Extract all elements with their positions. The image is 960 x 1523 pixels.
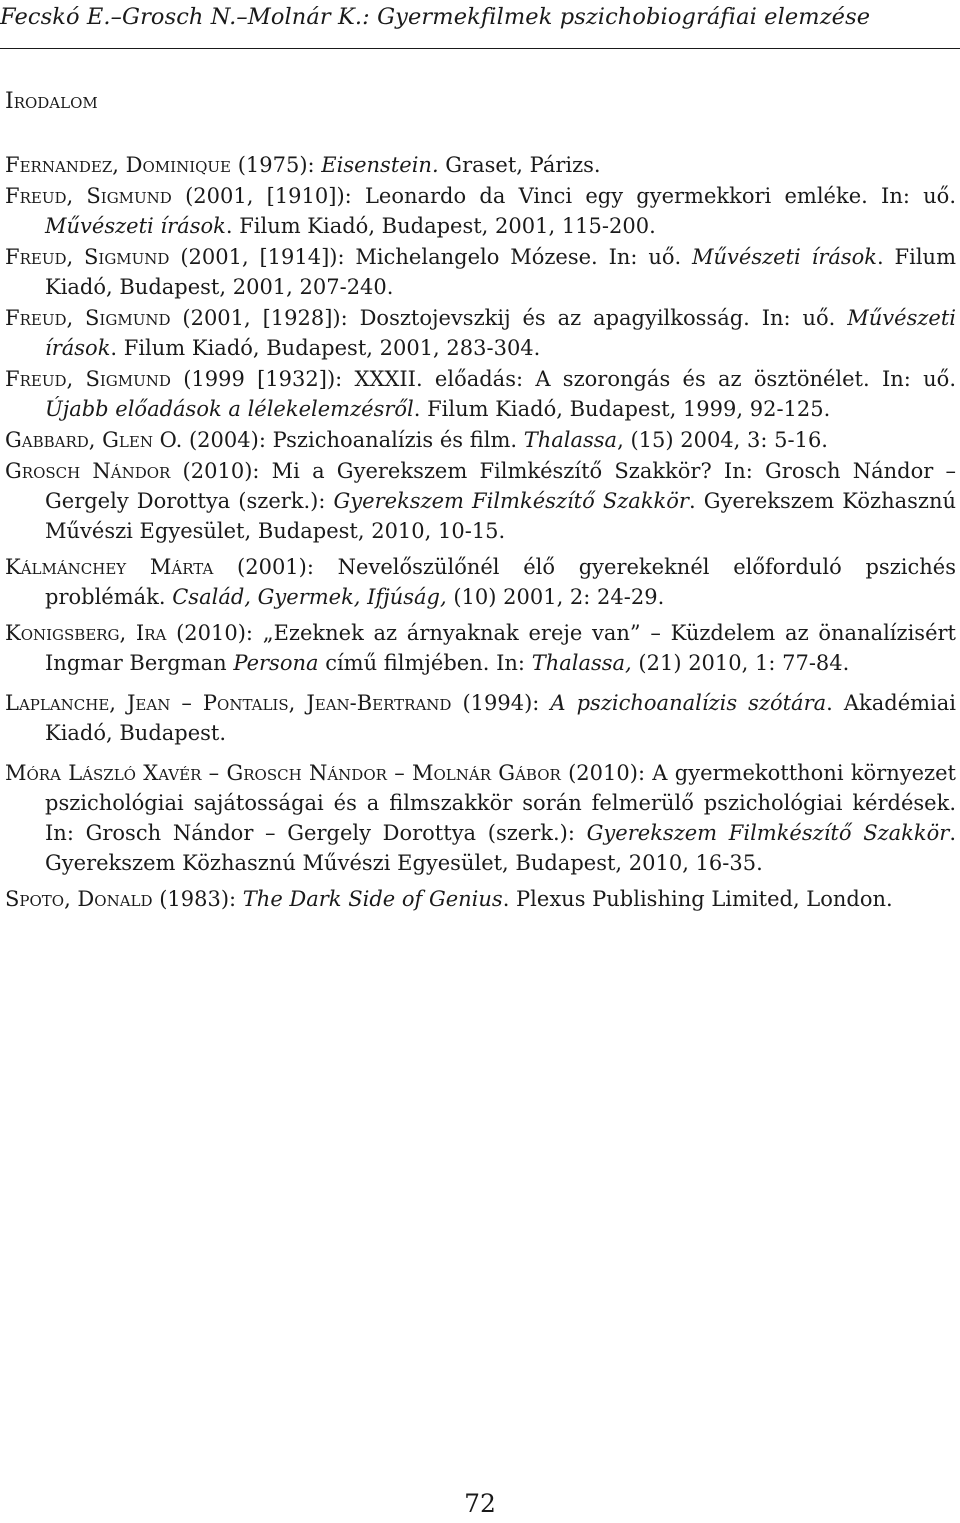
reference-title: Művészeti írások xyxy=(692,245,878,269)
reference-title: Művészeti írások xyxy=(45,214,226,238)
reference-title: Gyerekszem Filmkészítő Szakkör xyxy=(333,489,689,513)
reference-title: Persona xyxy=(233,651,319,675)
reference-list xyxy=(5,150,956,915)
reference-text: (2001, [1910]): Leonardo da Vinci egy gyermekkori emléke. In: uő. xyxy=(171,184,956,208)
reference-text: . Plexus Publishing Limited, London. xyxy=(502,887,893,911)
reference-title: A pszichoanalízis szótára xyxy=(550,691,827,715)
reference-author: Freud, Sigmund xyxy=(5,306,171,330)
reference-author: Freud, Sigmund xyxy=(5,184,172,208)
reference-item xyxy=(5,303,956,363)
reference-text: (1983): xyxy=(152,887,243,911)
reference-item xyxy=(5,688,956,748)
reference-text: . Akadémiai Kiadó, Budapest. xyxy=(45,691,956,745)
reference-text: . Filum Kiadó, Budapest, 2001, 283-304. xyxy=(110,336,541,360)
reference-item xyxy=(5,758,956,878)
reference-title: Család, Gyermek, Ifjúság, xyxy=(172,585,447,609)
reference-title: The Dark Side of Genius xyxy=(242,887,503,911)
reference-title: Gyerekszem Filmkészítő Szakkör xyxy=(586,821,950,845)
page-number: 72 xyxy=(464,1489,496,1518)
reference-item xyxy=(5,242,956,302)
reference-text: (1994): xyxy=(451,691,551,715)
reference-item xyxy=(5,552,956,612)
reference-author: Laplanche, Jean – Pontalis, Jean-Bertrand xyxy=(5,691,452,715)
reference-author: Spoto, Donald xyxy=(5,887,153,911)
reference-text: , (15) 2004, 3: 5-16. xyxy=(617,428,828,452)
reference-author: Kálmánchey Márta xyxy=(5,555,214,579)
reference-text: . Gyerekszem Közhasznú Művészi Egyesület, Budapest, 2010, 10-15. xyxy=(45,489,956,543)
reference-text: . Filum Kiadó, Budapest, 2001, 207-240. xyxy=(45,245,956,299)
reference-text: (2004): Pszichoanalízis és film. xyxy=(182,428,524,452)
reference-text: (1999 [1932]): XXXII. előadás: A szorongás és az ösztönélet. In: uő. xyxy=(170,367,956,391)
running-header: Fecskó E.–Grosch N.–Molnár K.: Gyermekfilmek pszichobiográfiai elemzése xyxy=(0,4,871,30)
reference-item xyxy=(5,884,956,914)
reference-text: (1975): xyxy=(231,153,322,177)
reference-journal: Thalassa, xyxy=(531,651,632,675)
reference-item xyxy=(5,425,956,455)
reference-text: (2001): Nevelőszülőnél élő gyerekeknél előforduló pszichés problémák. xyxy=(45,555,956,609)
reference-author: Freud, Sigmund xyxy=(5,367,171,391)
reference-text: (2001, [1914]): Michelangelo Mózese. In: uő. xyxy=(169,245,693,269)
reference-text: (21) 2010, 1: 77-84. xyxy=(631,651,850,675)
reference-text: . Filum Kiadó, Budapest, 1999, 92-125. xyxy=(413,397,831,421)
header-rule xyxy=(0,48,960,49)
reference-item xyxy=(5,618,956,678)
reference-item xyxy=(5,456,956,546)
reference-text: (2001, [1928]): Dosztojevszkij és az apagyilkosság. In: uő. xyxy=(170,306,848,330)
reference-title: Thalassa xyxy=(523,428,618,452)
reference-item xyxy=(5,364,956,424)
reference-author: Fernandez, Dominique xyxy=(5,153,232,177)
reference-title: Művészeti írások xyxy=(45,306,956,360)
reference-text: (2010): „Ezeknek az árnyaknak ereje van” – Küzdelem az önanalízisért Ingmar Bergman xyxy=(45,621,956,675)
reference-title: Újabb előadások a lélekelemzésről xyxy=(45,397,414,421)
reference-author: Grosch Nándor xyxy=(5,459,171,483)
reference-author: Freud, Sigmund xyxy=(5,245,170,269)
reference-text: . Filum Kiadó, Budapest, 2001, 115-200. xyxy=(225,214,656,238)
reference-text: (2010): A gyermekotthoni környezet pszichológiai sajátosságai és a filmszakkör során felmerülő pszichológiai kérdések. In: Grosch Nándor – Gergely Dorottya (szerk.): xyxy=(45,761,956,845)
reference-text: (2010): Mi a Gyerekszem Filmkészítő Szakkör? In: Grosch Nándor – Gergely Dorottya (szerk.): xyxy=(45,459,956,513)
reference-text: . Gyerekszem Közhasznú Művészi Egyesület, Budapest, 2010, 16-35. xyxy=(45,821,956,875)
reference-text: című filmjében. In: xyxy=(318,651,532,675)
reference-item xyxy=(5,150,956,180)
reference-author: Móra László Xavér – Grosch Nándor – Molnár Gábor xyxy=(5,761,561,785)
reference-text: (10) 2001, 2: 24-29. xyxy=(446,585,665,609)
reference-author: Gabbard, Glen O. xyxy=(5,428,183,452)
reference-title: Eisenstein. xyxy=(321,153,439,177)
section-title: Irodalom xyxy=(5,89,98,114)
reference-text: Graset, Párizs. xyxy=(438,153,601,177)
reference-author: Konigsberg, Ira xyxy=(5,621,167,645)
reference-item xyxy=(5,181,956,241)
